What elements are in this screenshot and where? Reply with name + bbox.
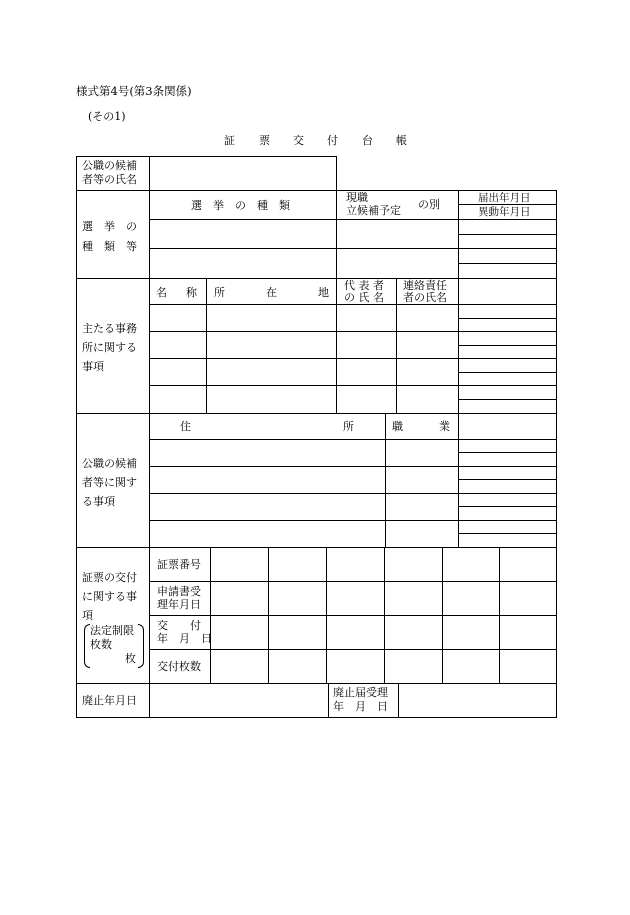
- issuance-label-1: 証票の交付: [82, 571, 137, 584]
- candidate-info-col-addr-a: 住: [180, 420, 191, 433]
- issuance-row-app-1: 申請書受: [157, 585, 201, 598]
- office-col-loc-b: 在: [266, 286, 277, 299]
- form-id: 様式第4号(第3条関係): [76, 84, 192, 98]
- office-col-name-a: 名: [156, 286, 167, 299]
- issuance-label-2: に関する事: [82, 590, 137, 603]
- issuance-paren-2: 枚数: [90, 638, 112, 651]
- candidate-info-label-2: 者等に関す: [82, 476, 137, 489]
- election-col-date-2: 異動年月日: [478, 206, 531, 218]
- office-col-loc-a: 所: [214, 286, 225, 299]
- candidate-info-col-addr-b: 所: [343, 420, 354, 433]
- form-page: 様式第4号(第3条関係) (その1) 証 票 交 付 台 帳 公職の候補 者等の氏名 選 挙 の 種 類 等 選 挙 の 種 類 現職 立候補予定 の別 届出年月日 異動年月日 主たる事務 所に関する 事項 名 称 所 在 地 代 表 者 の 氏 名 連絡責任 者の氏名 公職の候補 者等に関す る事項 住 所 職 業 証票の交付 に関する事 項 法定制限 枚数 枚 証票番号 申請書受 理年月日 交 付 年 月 日 交付枚数 廃止年月日 廃止届受理 年 月 日: [0, 0, 630, 915]
- election-col-status-1: 現職: [346, 191, 368, 204]
- office-col-rep-2: の 氏 名: [344, 291, 384, 304]
- bracket-right: [138, 624, 144, 668]
- election-col-status-3: の別: [418, 198, 440, 211]
- issuance-label-3: 項: [82, 609, 93, 622]
- office-label-1: 主たる事務: [82, 322, 137, 335]
- election-label-1: 選 挙 の: [82, 220, 137, 233]
- issuance-row-issue-1b: 付: [190, 619, 201, 632]
- candidate-name-label-2: 者等の氏名: [82, 173, 137, 186]
- election-col-date-1: 届出年月日: [478, 192, 531, 204]
- issuance-row-issue-2: 年 月 日: [157, 632, 212, 645]
- office-label-3: 事項: [82, 360, 104, 373]
- office-col-contact-2: 者の氏名: [403, 291, 447, 304]
- candidate-info-col-job-a: 職: [392, 420, 403, 433]
- candidate-info-label-3: る事項: [82, 495, 115, 508]
- candidate-info-col-job-b: 業: [439, 420, 450, 433]
- form-subtitle: (その1): [88, 110, 126, 123]
- office-col-rep-1: 代 表 者: [344, 279, 384, 292]
- issuance-row-number: 証票番号: [157, 558, 201, 571]
- abolish-receipt-2: 年 月 日: [333, 700, 388, 713]
- issuance-row-issue-1a: 交: [157, 619, 168, 632]
- office-col-contact-1: 連絡責任: [403, 279, 447, 292]
- election-label-2: 種 類 等: [82, 240, 137, 253]
- election-col-status-2: 立候補予定: [346, 204, 401, 217]
- issuance-row-count: 交付枚数: [157, 660, 201, 673]
- candidate-name-label-1: 公職の候補: [82, 159, 137, 172]
- office-col-loc-c: 地: [318, 286, 329, 299]
- office-col-name-b: 称: [186, 286, 197, 299]
- issuance-row-app-2: 理年月日: [157, 598, 201, 611]
- abolish-label: 廃止年月日: [82, 694, 137, 707]
- issuance-paren-3: 枚: [125, 652, 136, 665]
- candidate-info-label-1: 公職の候補: [82, 457, 137, 470]
- issuance-paren-1: 法定制限: [90, 624, 134, 637]
- abolish-receipt-1: 廃止届受理: [333, 686, 388, 699]
- office-label-2: 所に関する: [82, 341, 137, 354]
- election-col-type: 選 挙 の 種 類: [191, 199, 290, 212]
